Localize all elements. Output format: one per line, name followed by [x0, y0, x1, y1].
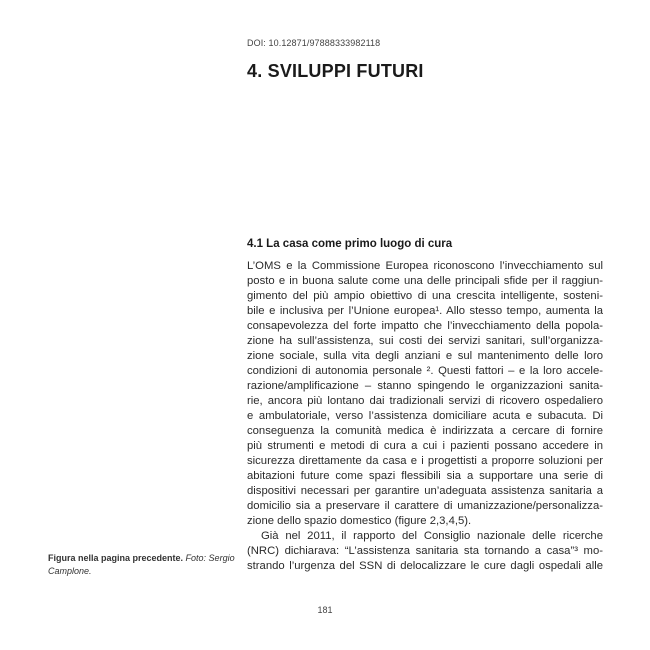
body-line: razione/amplificazione – stanno spingendo le organizzazioni sanita-: [247, 380, 603, 392]
body-line: condizioni di autonomia personale ². Questi fattori – e la loro accele-: [247, 365, 603, 377]
section-title: 4.1 La casa come primo luogo di cura: [247, 238, 453, 250]
body-line: zione ha sull’assistenza, sui costi dei servizi sanitari, sull’organizza-: [247, 335, 603, 347]
caption-label: Figura nella pagina precedente.: [48, 553, 184, 563]
caption-credit: Foto: Sergio Camplone.: [48, 553, 235, 576]
body-line: domicilio sia a preservare il carattere di umanizzazione/personalizza-: [247, 500, 603, 512]
body-line: (NRC) dichiarava: “L’assistenza sanitaria sta tornando a casa”³ mo-: [247, 545, 603, 557]
body-line: abitazioni future come spazi flessibili sia a supportare una serie di: [247, 470, 603, 482]
body-line: strando l’urgenza del SSN di delocalizzare le cure dagli ospedali alle: [247, 560, 603, 572]
doi-line: DOI: 10.12871/97888333982118: [247, 38, 381, 48]
body-text: [247, 259, 603, 574]
chapter-title: 4. SVILUPPI FUTURI: [247, 61, 424, 81]
body-line: sicurezza direttamente da casa e i progettisti a proporre soluzioni per: [247, 455, 603, 467]
body-line: e ambulatoriale, verso l’assistenza domiciliare acuta e subacuta. Di: [247, 410, 603, 422]
body-line: Già nel 2011, il rapporto del Consiglio nazionale delle ricerche: [261, 530, 603, 542]
body-line: bile e inclusiva per l’Unione europea¹. Allo stesso tempo, aumenta la: [247, 305, 603, 317]
body-line: dispositivi necessari per garantire un’adeguata assistenza sanitaria a: [247, 485, 603, 497]
body-line: più strumenti e metodi di cura a cui i pazienti possano accedere in: [247, 440, 603, 452]
body-line: consapevolezza del forte impatto che l’invecchiamento della popola-: [247, 320, 603, 332]
body-line: conseguenza la comunità medica è indirizzata a cercare di fornire: [247, 425, 603, 437]
body-line: posto e in buona salute come una delle principali sfide per il raggiun-: [247, 275, 603, 287]
figure-caption: [48, 552, 238, 578]
body-line: L’OMS e la Commissione Europea riconoscono l’invecchiamento sul: [247, 260, 603, 272]
body-line: zione sociale, sulla vita degli anziani e sul mantenimento delle loro: [247, 350, 603, 362]
body-line: gimento del più ampio obiettivo di una crescita intelligente, sosteni-: [247, 290, 603, 302]
page-number: 181: [317, 605, 333, 615]
body-line: rie, ancora più lontano dai tradizionali servizi di ricovero ospedaliero: [247, 395, 603, 407]
body-line: zione dello spazio domestico (figure 2,3,4,5).: [247, 515, 472, 527]
